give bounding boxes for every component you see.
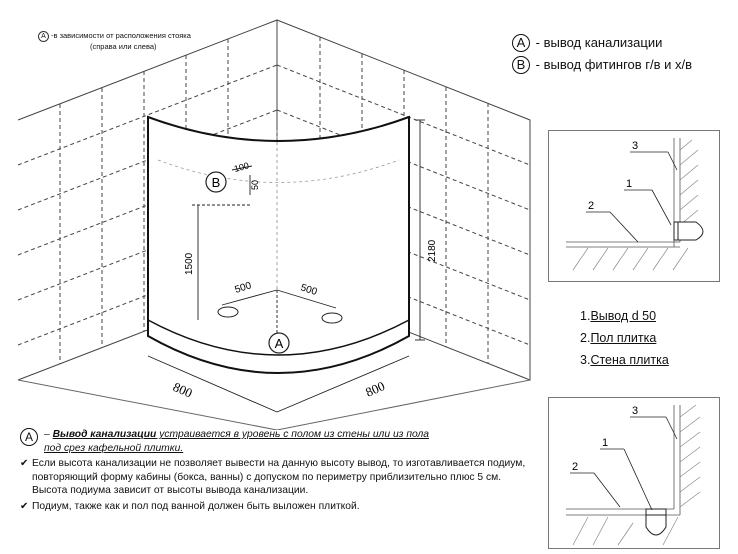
svg-text:A: A bbox=[274, 336, 284, 351]
dim-drain-right: 500 bbox=[299, 282, 319, 299]
legend-letter-a: A bbox=[512, 34, 530, 52]
callout-2-top: 2 bbox=[588, 200, 595, 212]
legend-letter-b: B bbox=[512, 56, 530, 74]
check-icon: ✔ bbox=[20, 500, 29, 512]
drain-note-bullet-1: ✔ Если высота канализации не позволяет вывести на данную высоту вывод, то изготавливается подиум, повторяющий форму кабины (бокса, ванны) с допуском по периметру приблизительно плюс 5 см. Высота подиума зависит от высоты вывода канализации. bbox=[20, 458, 526, 497]
callout-1-bottom: 1 bbox=[602, 437, 609, 449]
callout-1-top: 1 bbox=[626, 178, 633, 190]
drain-left-icon bbox=[218, 307, 238, 317]
check-icon: ✔ bbox=[20, 458, 29, 470]
dim-b-horizontal: 100 bbox=[232, 160, 251, 174]
detail-floor-outlet bbox=[548, 397, 720, 549]
part-item-3: 3.Стена плитка bbox=[580, 353, 669, 367]
part-item-1: 1.Вывод d 50 bbox=[580, 309, 657, 323]
dim-total-height: 2180 bbox=[427, 239, 438, 262]
dim-drain-left: 500 bbox=[233, 280, 253, 296]
drain-note-bold: Вывод канализации bbox=[52, 429, 157, 440]
callout-3-bottom: 3 bbox=[632, 405, 639, 417]
marker-a bbox=[269, 333, 289, 353]
drain-right-icon bbox=[322, 313, 342, 323]
parts-list bbox=[580, 305, 669, 371]
callout-2-bottom: 2 bbox=[572, 461, 579, 473]
legend-text-a: - вывод канализации bbox=[535, 35, 663, 50]
drain-note-marker: A bbox=[20, 428, 38, 446]
callout-3-top: 3 bbox=[632, 140, 639, 152]
note-line-1: -в зависимости от расположения стояка bbox=[51, 31, 191, 40]
part-item-2: 2.Пол плитка bbox=[580, 331, 657, 345]
drain-note-bullet-2: ✔ Подиум, также как и пол под ванной должен быть выложен плиткой. bbox=[20, 500, 360, 512]
dim-b-height: 1500 bbox=[184, 252, 195, 275]
dim-b-vertical: 50 bbox=[250, 179, 260, 190]
marker-b bbox=[206, 172, 226, 192]
svg-text:B: B bbox=[211, 175, 221, 190]
note-line-2: (справа или слева) bbox=[90, 42, 157, 51]
dim-base-right: 800 bbox=[363, 378, 388, 400]
dim-base-left: 800 bbox=[170, 379, 195, 401]
legend-text-b: - вывод фитингов г/в и х/в bbox=[535, 57, 693, 72]
drain-note-rest: устраивается в уровень с полом из стены или из пола bbox=[156, 429, 430, 440]
drain-note-heading: A – Вывод канализации устраивается в уровень с полом из стены или из пола под срез кафельной плитки. bbox=[20, 428, 530, 455]
detail-wall-outlet bbox=[548, 130, 720, 282]
note-marker-a: A bbox=[38, 31, 49, 42]
drain-note-line2: под срез кафельной плитки. bbox=[44, 442, 184, 454]
drain-notes bbox=[20, 428, 530, 514]
